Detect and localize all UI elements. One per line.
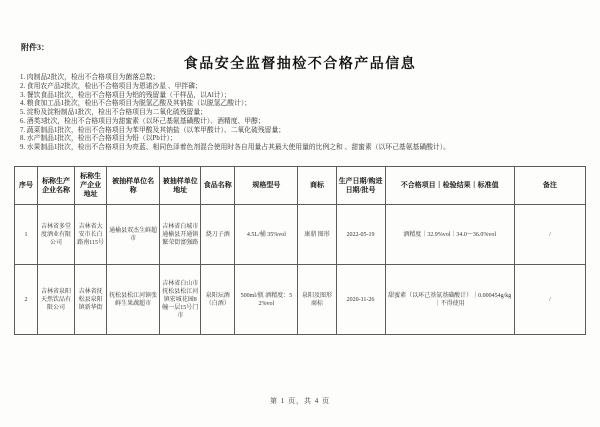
summary-item-2: 2. 食用农产品2批次，检出不合格项目为恩诺沙星 、甲拌磷；	[20, 82, 202, 90]
page-title: 食品安全监督抽检不合格产品信息	[183, 57, 417, 72]
header-food-name: 食品名称	[201, 167, 235, 205]
cell-producer-address: 吉林省抚松县泉阳镇新华街	[75, 265, 107, 335]
header-nonconforming-item: 不合格项目｜检验结果｜标准值	[385, 167, 514, 205]
header-production-date: 生产日期/购进日期/批号	[336, 167, 385, 205]
summary-item-6: 6. 酒类3批次，检出不合格项目为甜蜜素（以环己基氨基磺酸计）、酒精度、甲醇；	[20, 117, 265, 125]
table-header-row	[15, 167, 586, 205]
cell-food-name: 烧刀子酒	[201, 205, 235, 265]
header-sampled-unit-address: 被抽样单位地址	[160, 167, 201, 205]
header-producer-address: 标称生产企业地址	[75, 167, 107, 205]
header-producer-name: 标称生产企业名称	[38, 167, 75, 205]
cell-trademark: 康鼎 图形	[298, 205, 336, 265]
page-number: 第 1 页，共 4 页	[270, 397, 330, 405]
header-remarks: 备注	[514, 167, 585, 205]
cell-trademark: 泉阳及图形商标	[298, 265, 336, 335]
cell-remarks: /	[514, 265, 585, 335]
summary-item-5: 5. 淀粉及淀粉制品1批次，检出不合格项目为二氧化硫残留量；	[20, 109, 207, 116]
cell-nonconforming-item: 酒精度｜32.9%vol｜34.0～36.0%vol	[385, 205, 514, 265]
cell-nonconforming-item: 甜蜜素（以环己基氨基磺酸计）｜0.000454g/kg｜不得使用	[385, 265, 514, 335]
summary-item-8: 8. 水产制品1批次，检出不合格项目为铅（以Pb计）；	[20, 135, 177, 143]
table-row	[15, 205, 586, 265]
summary-list	[20, 74, 585, 153]
summary-item-9: 9. 水果制品1批次，检出不合格项目为亮蓝、相同色泽着色剂混合使用时各自用量占其最大使用量的比例之和 、甜蜜素（以环己基氨基磺酸计）。	[20, 144, 450, 151]
header-serial-number: 序号	[15, 167, 38, 205]
summary-item-7: 7. 蔬菜制品1批次，检出不合格项目为苯甲酸及其钠盐（以苯甲酸计）、二氧化硫残留量；	[20, 126, 286, 134]
inspection-results-table	[14, 166, 586, 335]
cell-production-date: 2022-05-19	[336, 205, 385, 265]
summary-item-1: 1. 肉制品2批次，检出不合格项目为菌落总数；	[20, 74, 160, 81]
cell-sampled-unit-address: 吉林省白城市通榆县开通镇繁荣街富强路	[160, 205, 201, 265]
cell-producer-name: 吉林省泉阳天然饮品有限公司	[38, 265, 75, 335]
cell-serial-number: 1	[15, 205, 38, 265]
cell-producer-address: 吉林省大安市长白路南115号	[75, 205, 107, 265]
summary-item-4: 4. 粮食加工品1批次，检出不合格项目为脱氢乙酸及其钠盐（以脱氢乙酸计）；	[20, 100, 252, 108]
attachment-label: 附件3：	[21, 43, 49, 52]
cell-specification: 4.5L/桶 35%vol	[235, 205, 298, 265]
header-trademark: 商标	[298, 167, 336, 205]
header-specification: 规格型号	[235, 167, 298, 205]
cell-sampled-unit-address: 吉林省白山市抚松县松江河镇宏城花园8幢一层15号门市	[160, 265, 201, 335]
cell-specification: 500ml/瓶 酒精度：52%vol	[235, 265, 298, 335]
cell-production-date: 2020-11-26	[336, 265, 385, 335]
cell-serial-number: 2	[15, 265, 38, 335]
cell-remarks: /	[514, 205, 585, 265]
table-row	[15, 265, 586, 335]
cell-sampled-unit-name: 抚松县松江河镇张鲜生果蔬超市	[107, 265, 160, 335]
cell-food-name: 泉阳坛酒（白酒）	[201, 265, 235, 335]
header-sampled-unit-name: 被抽样单位名称	[107, 167, 160, 205]
summary-item-3: 3. 餐饮食品1批次，检出不合格项目为铝的残留量（干样品，以Al计）；	[20, 91, 231, 99]
cell-sampled-unit-name: 通榆县双杰生鲜超市	[107, 205, 160, 265]
cell-producer-name: 吉林省多堂度酒业有限公司	[38, 205, 75, 265]
